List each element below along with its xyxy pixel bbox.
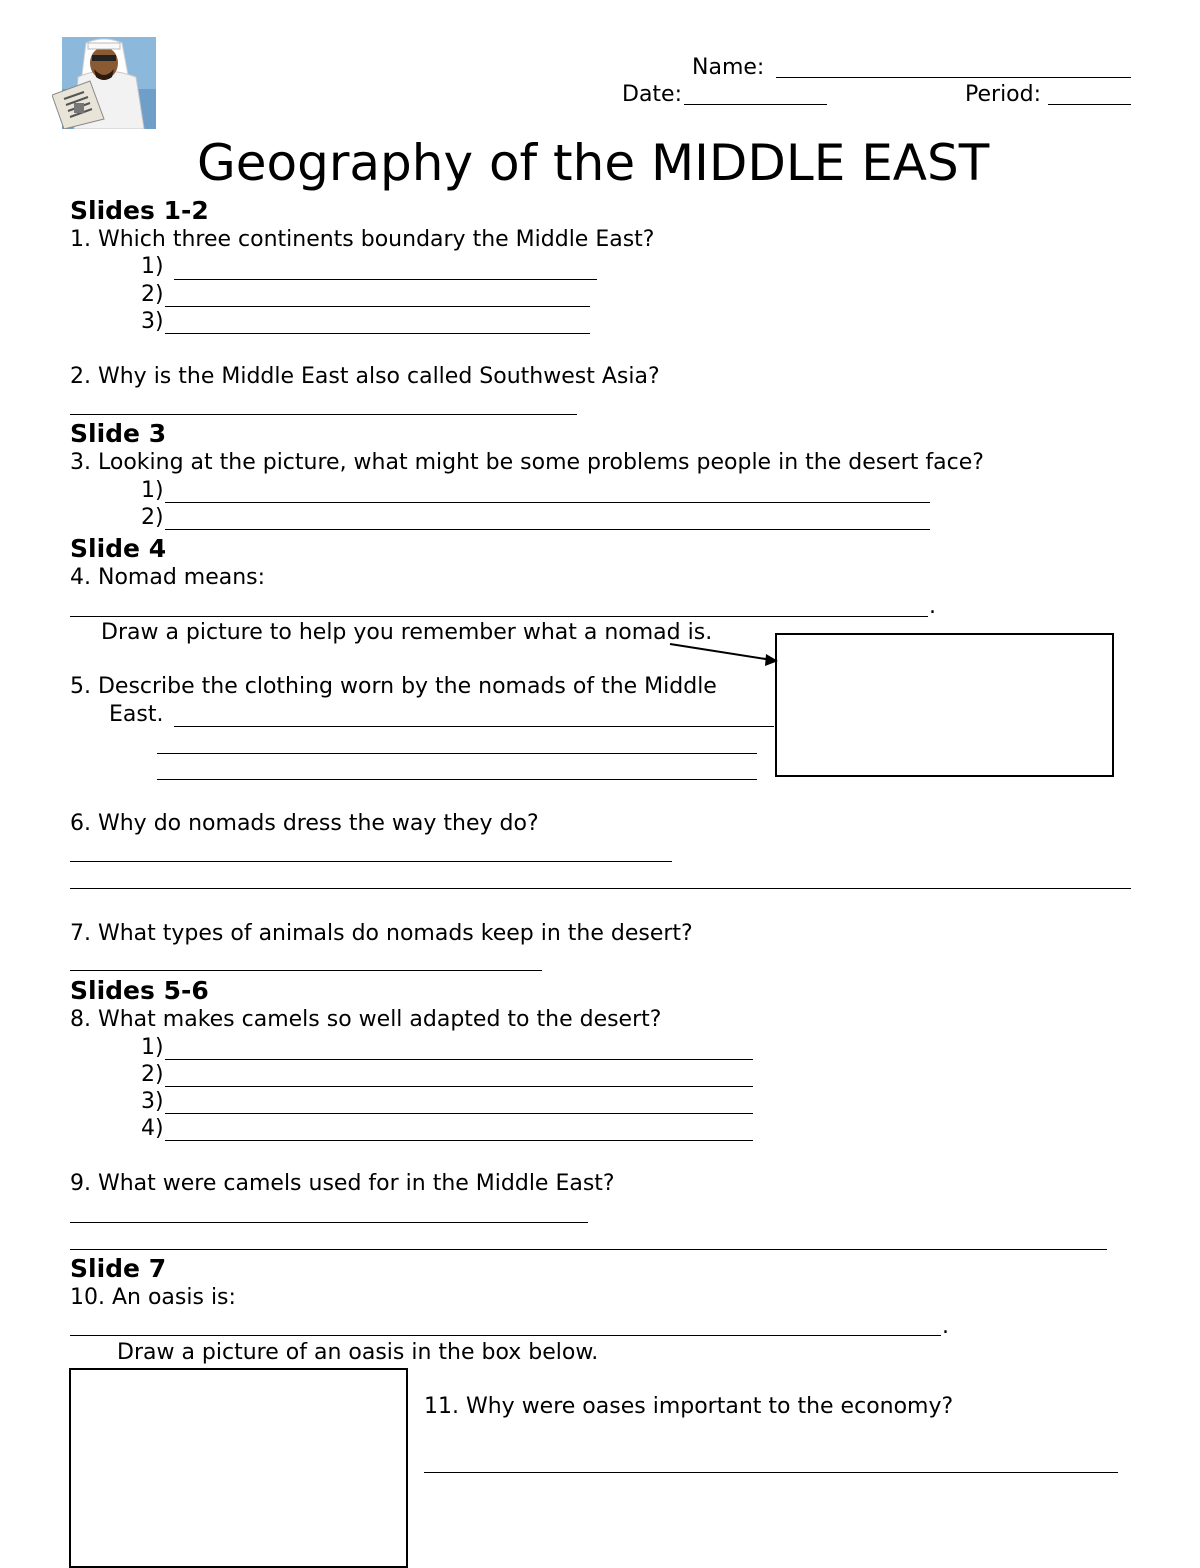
q2-answer[interactable] [70, 414, 577, 415]
q1-answer-3[interactable] [165, 333, 590, 334]
q1-answer-1[interactable] [174, 279, 597, 280]
question-7: 7. What types of animals do nomads keep in the desert? [70, 921, 693, 946]
question-6: 6. Why do nomads dress the way they do? [70, 811, 539, 836]
q11-answer[interactable] [424, 1472, 1118, 1473]
q8-answer-4[interactable] [165, 1140, 753, 1141]
q3-answer-2[interactable] [165, 529, 930, 530]
name-label: Name: [692, 55, 765, 80]
q8-number-3: 3) [141, 1089, 164, 1114]
q4-draw-instruction: Draw a picture to help you remember what a nomad is. [101, 620, 713, 645]
question-1: 1. Which three continents boundary the Middle East? [70, 227, 655, 252]
section-heading-slides-5-6: Slides 5-6 [70, 976, 209, 1005]
section-heading-slide-4: Slide 4 [70, 534, 167, 563]
q8-number-4: 4) [141, 1116, 164, 1141]
question-8: 8. What makes camels so well adapted to the desert? [70, 1007, 662, 1032]
q5-answer-2[interactable] [157, 753, 757, 754]
q8-answer-3[interactable] [165, 1113, 753, 1114]
question-11: 11. Why were oases important to the economy? [424, 1394, 954, 1419]
q9-answer-1[interactable] [70, 1222, 588, 1223]
q8-number-2: 2) [141, 1062, 164, 1087]
q7-answer[interactable] [70, 970, 542, 971]
name-blank[interactable] [776, 77, 1131, 78]
q10-period: . [942, 1314, 949, 1339]
q3-answer-1[interactable] [165, 502, 930, 503]
q1-number-1: 1) [141, 254, 164, 279]
question-3: 3. Looking at the picture, what might be some problems people in the desert face? [70, 450, 984, 475]
man-reading-newspaper-icon [52, 37, 158, 129]
q5-answer-1[interactable] [174, 726, 774, 727]
question-5-continued: East. [109, 702, 164, 727]
period-label: Period: [965, 82, 1042, 107]
q1-number-2: 2) [141, 282, 164, 307]
q4-period: . [929, 594, 936, 619]
oasis-drawing-box[interactable] [69, 1368, 408, 1568]
period-blank[interactable] [1048, 104, 1131, 105]
date-blank[interactable] [684, 104, 827, 105]
q4-answer[interactable] [70, 616, 928, 617]
question-4: 4. Nomad means: [70, 565, 266, 590]
question-2: 2. Why is the Middle East also called Southwest Asia? [70, 364, 660, 389]
section-heading-slide-3: Slide 3 [70, 419, 167, 448]
section-heading-slides-1-2: Slides 1-2 [70, 196, 209, 225]
q5-answer-3[interactable] [157, 779, 757, 780]
q1-number-3: 3) [141, 309, 164, 334]
date-label: Date: [622, 82, 682, 107]
page-title: Geography of the MIDDLE EAST [197, 134, 990, 192]
q3-number-2: 2) [141, 505, 164, 530]
nomad-drawing-box[interactable] [775, 633, 1114, 777]
q9-answer-2[interactable] [70, 1249, 1107, 1250]
q1-answer-2[interactable] [165, 306, 590, 307]
q10-answer[interactable] [70, 1335, 941, 1336]
question-9: 9. What were camels used for in the Middle East? [70, 1171, 615, 1196]
q8-number-1: 1) [141, 1035, 164, 1060]
q8-answer-2[interactable] [165, 1086, 753, 1087]
question-10: 10. An oasis is: [70, 1285, 236, 1310]
arrow-icon [668, 640, 782, 668]
section-heading-slide-7: Slide 7 [70, 1254, 167, 1283]
q10-draw-instruction: Draw a picture of an oasis in the box below. [117, 1340, 599, 1365]
q8-answer-1[interactable] [165, 1059, 753, 1060]
q3-number-1: 1) [141, 478, 164, 503]
q6-answer-1[interactable] [70, 861, 672, 862]
q6-answer-2[interactable] [70, 888, 1131, 889]
question-5: 5. Describe the clothing worn by the nomads of the Middle [70, 674, 717, 699]
